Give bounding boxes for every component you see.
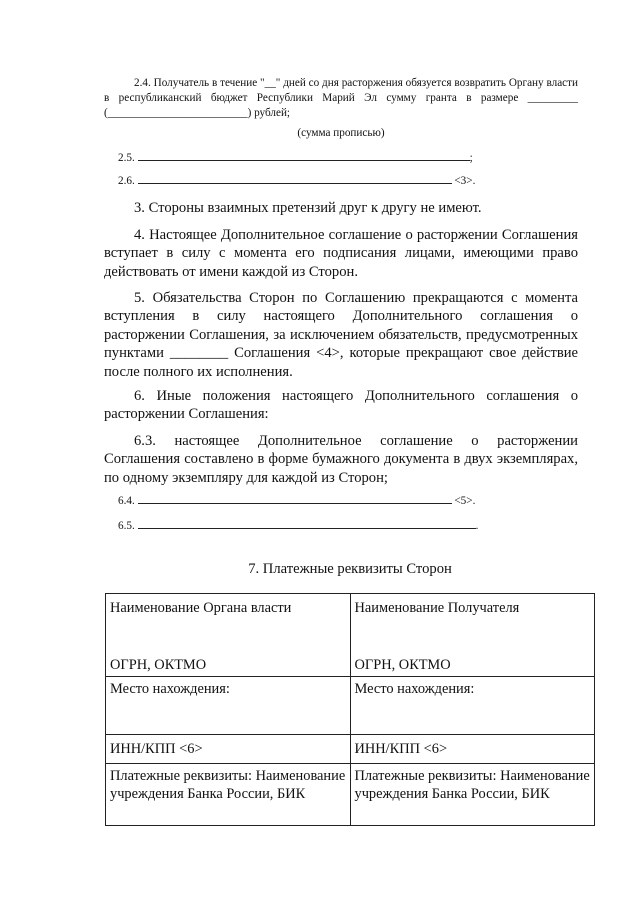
- paragraph-6: 6. Иные положения настоящего Дополнительного соглашения о расторжении Соглашения:: [104, 388, 578, 423]
- payment-requisites-table: [105, 593, 595, 826]
- authority-name-label: Наименование Органа власти: [110, 600, 292, 616]
- paragraph-6-4-number: 6.4.: [118, 495, 135, 507]
- table-row: [106, 594, 595, 677]
- paragraph-2-5-number: 2.5.: [118, 152, 135, 164]
- blank-line: [138, 518, 476, 529]
- blank-line: [138, 150, 470, 161]
- recipient-payment-cell: Платежные реквизиты: Наименование учреждения Банка России, БИК: [350, 764, 595, 826]
- paragraph-6-4: [118, 493, 475, 508]
- paragraph-2-4: 2.4. Получатель в течение "__" дней со дня расторжения обязуется возвратить Органу власти в республиканский бюджет Республики Марий Эл сумму гранта в размере _________ (_________________________) рублей;: [104, 77, 578, 119]
- paragraph-6-5-end: .: [475, 520, 479, 532]
- recipient-inn-cell: ИНН/КПП <6>: [350, 735, 595, 764]
- paragraph-4: 4. Настоящее Дополнительное соглашение о расторжении Соглашения вступает в силу с момента его подписания лицами, имеющими право действовать от имени каждой из Сторон.: [104, 227, 578, 280]
- paragraph-6-5-number: 6.5.: [118, 520, 135, 532]
- paragraph-2-6-end: <3>.: [454, 175, 476, 187]
- paragraph-2-6-number: 2.6.: [118, 175, 135, 187]
- paragraph-3: 3. Стороны взаимных претензий друг к другу не имеют.: [134, 200, 482, 216]
- table-row: [106, 735, 595, 764]
- paragraph-5: 5. Обязательства Сторон по Соглашению прекращаются с момента вступления в силу настоящего Дополнительного соглашения о расторжении Соглашения, за исключением обязательств, предусмотренных пунктами ________ Соглашения <4>, которые прекращают свое действие после полного их исполнения.: [104, 290, 578, 380]
- recipient-name-cell: [350, 594, 595, 677]
- authority-payment-cell: Платежные реквизиты: Наименование учреждения Банка России, БИК: [106, 764, 351, 826]
- authority-name-cell: [106, 594, 351, 677]
- recipient-address-cell: Место нахождения:: [350, 677, 595, 735]
- table-row: [106, 764, 595, 826]
- paragraph-6-4-end: <5>.: [454, 495, 476, 507]
- paragraph-6-3: 6.3. настоящее Дополнительное соглашение о расторжении Соглашения составлено в форме бумажного документа в двух экземплярах, по одному экземпляру для каждой из Сторон;: [104, 433, 578, 486]
- authority-address-cell: Место нахождения:: [106, 677, 351, 735]
- amount-in-words-caption: (сумма прописью): [297, 127, 385, 139]
- recipient-name-label: Наименование Получателя: [354, 600, 520, 616]
- paragraph-6-5: [118, 518, 478, 533]
- paragraph-2-5: [118, 150, 473, 165]
- blank-line: [138, 173, 452, 184]
- table-row: [106, 677, 595, 735]
- blank-line: [138, 493, 452, 504]
- authority-ogrn-label: ОГРН, ОКТМО: [110, 656, 207, 673]
- authority-inn-cell: ИНН/КПП <6>: [106, 735, 351, 764]
- paragraph-2-5-end: ;: [469, 152, 473, 164]
- recipient-ogrn-label: ОГРН, ОКТМО: [354, 656, 451, 673]
- section-7-heading: 7. Платежные реквизиты Сторон: [248, 561, 452, 577]
- paragraph-2-6: [118, 173, 475, 188]
